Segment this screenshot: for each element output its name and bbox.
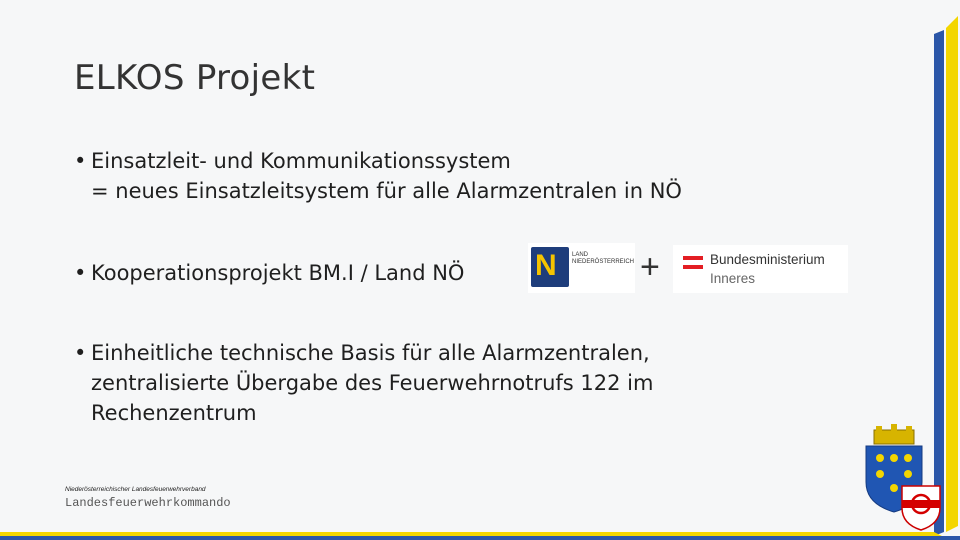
fire-brigade-crest-icon — [862, 424, 942, 532]
austria-flag-icon-lower — [683, 265, 703, 269]
bullet-text: Kooperationsprojekt BM.I / Land NÖ — [91, 261, 465, 285]
plus-sign: + — [640, 248, 660, 286]
land-noe-logo — [528, 243, 635, 293]
bmi-logo-line2: Inneres — [710, 271, 756, 286]
noe-n-mark — [531, 247, 569, 287]
bullet-dot: • — [74, 149, 87, 173]
noe-letter: N — [535, 249, 557, 282]
footer-command: Landesfeuerwehrkommando — [65, 496, 231, 510]
fire-brigade-emblem-icon — [902, 486, 940, 530]
bullet-item — [74, 338, 653, 428]
bullet-text: Einheitliche technische Basis für alle Alarmzentralen, zentralisierte Übergabe des Feuerwehrnotrufs 122 im Rechenzentrum — [91, 341, 654, 425]
austria-flag-icon — [683, 256, 703, 260]
slide-title: ELKOS Projekt — [74, 58, 316, 98]
noe-logo-text: LAND NIEDERÖSTERREICH — [572, 252, 635, 265]
bullet-dot: • — [74, 261, 87, 285]
bmi-logo-line1: Bundesministerium — [710, 252, 825, 267]
bmi-logo — [673, 245, 848, 293]
bullet-dot: • — [74, 341, 87, 365]
blue-stripe-bottom — [0, 536, 960, 540]
crown-icon — [874, 424, 914, 444]
yellow-stripe — [946, 16, 958, 532]
bullet-item — [74, 146, 682, 206]
bullet-text: Einsatzleit- und Kommunikationssystem = neues Einsatzleitsystem für alle Alarmzentralen in NÖ — [91, 149, 682, 203]
bullet-item — [74, 258, 464, 288]
footer-org-name: Niederösterreichischer Landesfeuerwehrverband — [65, 486, 206, 493]
